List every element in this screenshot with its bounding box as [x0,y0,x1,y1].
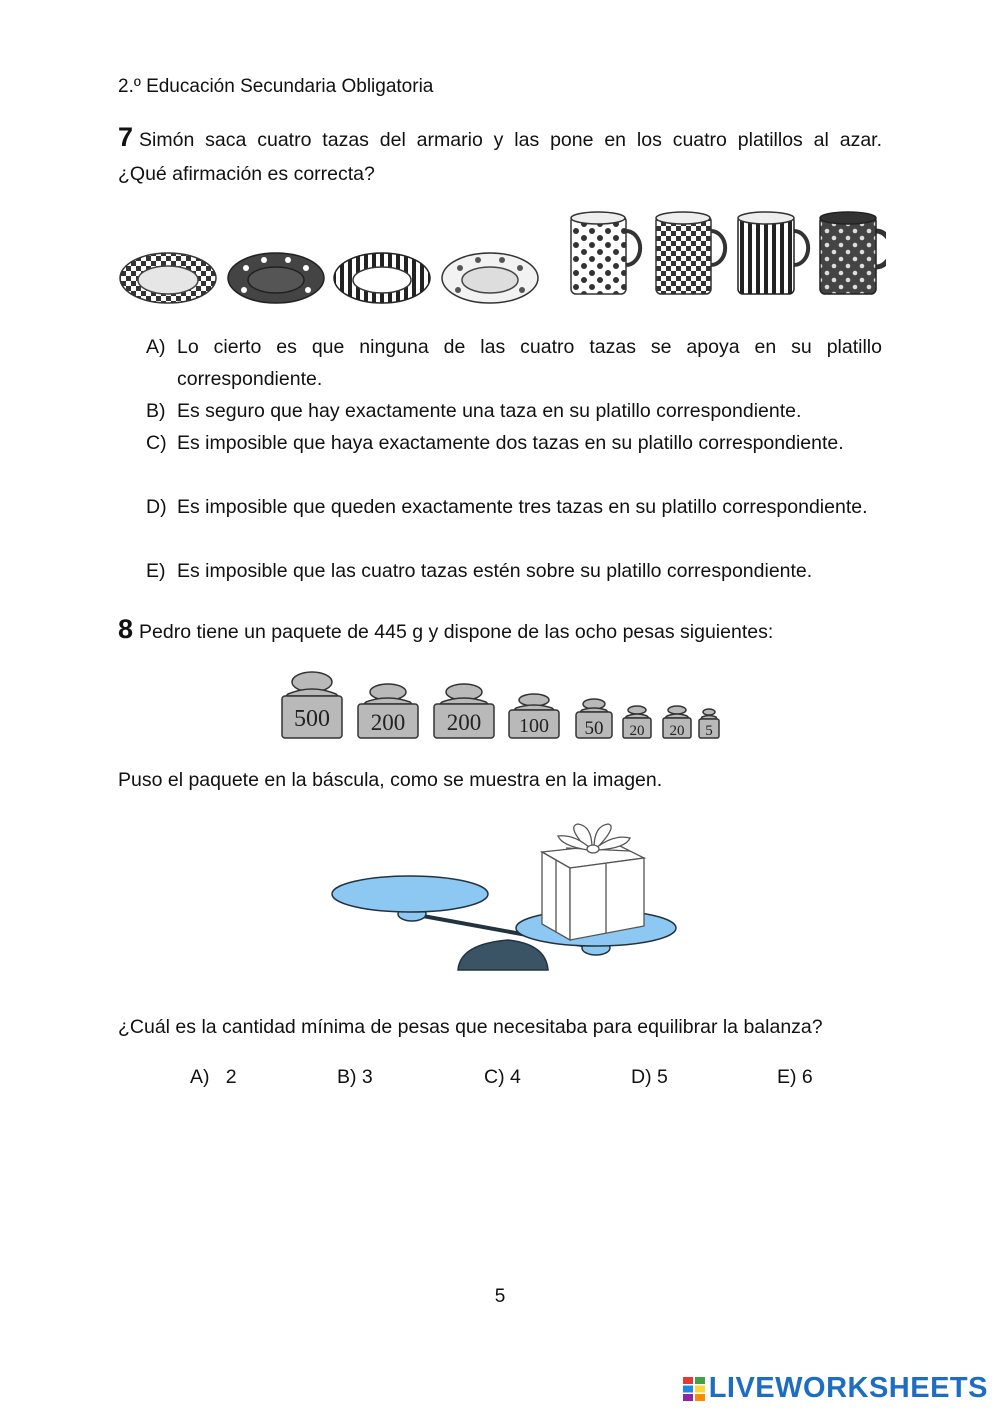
answer-a[interactable] [190,1066,237,1089]
scale-base [458,940,548,970]
cup-dark-dotted [820,212,886,294]
option-text: Lo cierto es que ninguna de las cuatro tazas se apoya en su platillo correspondiente. [177,336,882,390]
question-8-prompt: ¿Cuál es la cantidad mínima de pesas que necesitaba para equilibrar la balanza? [118,1016,823,1038]
question-7-option-d [146,491,882,523]
question-7-number: 7 [118,122,134,152]
option-text: Es seguro que hay exactamente una taza en su platillo correspondiente. [177,400,802,422]
weight-20 [663,706,691,739]
balance-scale-illustration [326,822,686,982]
question-7-line2: ¿Qué afirmación es correcta? [118,163,375,185]
question-7-option-c [146,427,882,459]
weight-100 [509,694,559,738]
question-8-number: 8 [118,614,134,644]
cup-striped [738,212,808,294]
liveworksheets-icon [683,1377,705,1401]
option-letter: C) [146,432,167,454]
weight-200 [434,684,494,738]
weight-label: 200 [370,710,406,735]
answer-d[interactable] [631,1066,668,1089]
saucer-dark-dotted [228,253,324,303]
saucer-light-dotted [442,253,538,303]
course-header: 2.º Educación Secundaria Obligatoria [118,76,434,97]
option-letter: B) [146,400,166,422]
cup-light-dotted [571,212,640,294]
weight-5 [699,709,719,739]
brand-name: LIVEWORKSHEETS [708,1372,988,1404]
saucers-and-cups-illustration [116,206,886,306]
answer-value: 2 [225,1066,237,1088]
weight-label: 100 [519,715,549,737]
question-7-line1: Simón saca cuatro tazas del armario y las pone en los cuatro platillos al azar. [139,129,882,151]
answer-letter: B) [337,1066,357,1088]
weight-20 [623,706,651,739]
weight-label: 5 [705,723,713,739]
answer-value: 4 [510,1066,521,1088]
answer-value: 3 [361,1066,373,1088]
option-letter: D) [146,496,167,518]
option-text: Es imposible que haya exactamente dos tazas en su platillo correspondiente. [177,432,844,454]
answer-c[interactable] [484,1066,521,1089]
question-7-text [118,120,882,191]
question-8-statement: Pedro tiene un paquete de 445 g y dispone de las ocho pesas siguientes: [139,621,774,643]
question-7-option-b [146,395,882,427]
weight-label: 20 [629,723,645,739]
option-text: Es imposible que las cuatro tazas estén sobre su platillo correspondiente. [177,560,813,582]
question-7-option-a [146,331,882,395]
weight-label: 500 [294,706,330,732]
answer-letter: A) [190,1066,210,1088]
scale-text: Puso el paquete en la báscula, como se muestra en la imagen. [118,769,663,791]
page-number: 5 [494,1286,506,1307]
weight-label: 200 [446,710,482,735]
left-pan [332,876,488,912]
weight-50 [576,699,612,739]
option-text: Es imposible que queden exactamente tres tazas en su platillo correspondiente. [177,496,868,518]
weight-label: 20 [669,723,685,739]
answer-letter: D) [631,1066,652,1088]
answer-letter: C) [484,1066,505,1088]
question-7-option-e [146,555,882,587]
question-8-text [118,612,882,649]
weight-200 [358,684,418,738]
cup-checkered [656,212,725,294]
option-letter: A) [146,336,166,358]
answer-b[interactable] [337,1066,373,1089]
weight-label: 50 [584,718,604,739]
weight-500 [282,672,342,738]
answer-e[interactable] [777,1066,813,1089]
answer-value: 5 [657,1066,668,1088]
gift-box [542,824,644,940]
answer-value: 6 [801,1066,813,1088]
saucer-striped [334,253,430,303]
answer-letter: E) [777,1066,797,1088]
weights-illustration [278,668,726,744]
liveworksheets-logo[interactable] [683,1372,988,1405]
option-letter: E) [146,560,166,582]
saucer-checkered [120,253,216,303]
